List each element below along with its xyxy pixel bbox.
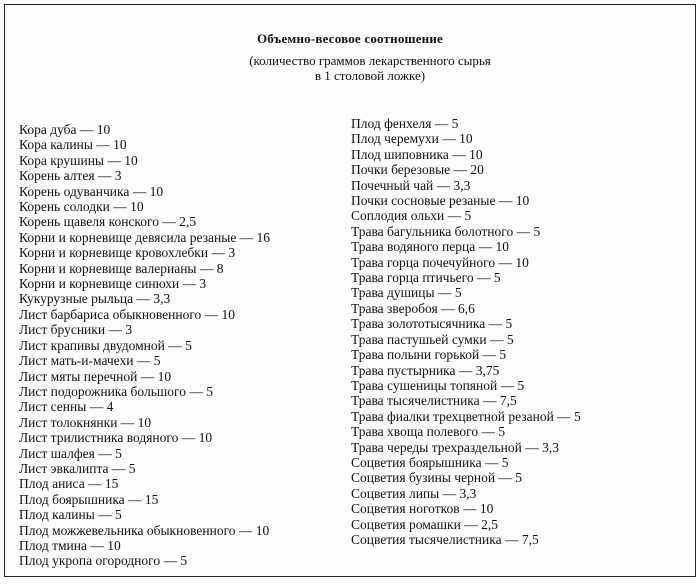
list-item: Трава фиалки трехцветной резаной — 5 xyxy=(351,408,581,424)
list-item: Соплодия ольхи — 5 xyxy=(351,208,472,224)
list-item: Трава душицы — 5 xyxy=(351,285,462,301)
list-item: Соцветия боярышника — 5 xyxy=(351,454,509,470)
list-item: Соцветия ноготков — 10 xyxy=(351,501,494,517)
list-item: Лист эвкалипта — 5 xyxy=(19,460,136,476)
list-item: Почечный чай — 3,3 xyxy=(351,177,471,193)
list-item: Кукурузные рыльца — 3,3 xyxy=(19,291,171,307)
list-item: Соцветия липы — 3,3 xyxy=(351,485,477,501)
list-item: Лист толокнянки — 10 xyxy=(19,414,152,430)
list-item: Трава горца почечуйного — 10 xyxy=(351,254,529,270)
left-column-list xyxy=(19,122,349,569)
list-item: Трава тысячелистника — 7,5 xyxy=(351,393,517,409)
list-item: Плод аниса — 15 xyxy=(19,476,119,492)
list-item: Плод калины — 5 xyxy=(19,507,122,523)
list-item: Трава полыни горькой — 5 xyxy=(351,347,507,363)
list-item: Лист брусники — 3 xyxy=(19,322,133,338)
list-item: Соцветия тысячелистника — 7,5 xyxy=(351,531,539,547)
list-item: Плод шиповника — 10 xyxy=(351,146,483,162)
list-item: Плод можжевельника обыкновенного — 10 xyxy=(19,522,270,538)
list-item: Трава череды трехраздельной — 3,3 xyxy=(351,439,559,455)
list-item: Корень щавеля конского — 2,5 xyxy=(19,214,197,230)
list-item: Соцветия бузины черной — 5 xyxy=(351,470,523,486)
list-item: Кора калины — 10 xyxy=(19,137,127,153)
list-item: Корни и корневище девясила резаные — 16 xyxy=(19,229,271,245)
list-item: Трава горца птичьего — 5 xyxy=(351,270,501,286)
list-item: Трава водяного перца — 10 xyxy=(351,239,509,255)
list-item: Почки сосновые резаные — 10 xyxy=(351,193,530,209)
subtitle-line-2: в 1 столовой ложке) xyxy=(314,68,426,83)
list-item: Трава пастушьей сумки — 5 xyxy=(351,331,514,347)
list-item: Кора крушины — 10 xyxy=(19,152,138,168)
list-item: Корни и корневище синюхи — 3 xyxy=(19,276,207,292)
list-item: Лист трилистника водяного — 10 xyxy=(19,430,213,446)
list-item: Плод укропа огородного — 5 xyxy=(19,553,188,569)
list-item: Плод тмина — 10 xyxy=(19,537,121,553)
list-item: Трава пустырника — 3,75 xyxy=(351,362,500,378)
list-item: Трава сушеницы топяной — 5 xyxy=(351,377,525,393)
list-item: Почки березовые — 20 xyxy=(351,162,484,178)
list-item: Лист сенны — 4 xyxy=(19,399,114,415)
list-item: Лист мяты перечной — 10 xyxy=(19,368,172,384)
list-item: Трава золототысячника — 5 xyxy=(351,316,513,332)
list-item: Лист шалфея — 5 xyxy=(19,445,122,461)
list-item: Корень одуванчика — 10 xyxy=(19,183,164,199)
list-item: Корень алтея — 3 xyxy=(19,168,122,184)
document-title: Объемно-весовое соотношение xyxy=(256,31,444,46)
list-item: Соцветия ромашки — 2,5 xyxy=(351,516,498,532)
list-item: Трава багульника болотного — 5 xyxy=(351,223,541,239)
list-item: Корень солодки — 10 xyxy=(19,199,144,215)
list-item: Корни и корневище кровохлебки — 3 xyxy=(19,245,236,261)
list-item: Кора дуба — 10 xyxy=(19,122,111,137)
list-item: Плод боярышника — 15 xyxy=(19,491,159,507)
list-item: Лист крапивы двудомной — 5 xyxy=(19,337,192,353)
list-item: Плод фенхеля — 5 xyxy=(351,116,459,131)
list-item: Плод черемухи — 10 xyxy=(351,131,473,147)
list-item: Трава хвоща полевого — 5 xyxy=(351,424,506,440)
list-item: Лист подорожника большого — 5 xyxy=(19,383,213,399)
list-item: Лист барбариса обыкновенного — 10 xyxy=(19,306,236,322)
document-page xyxy=(4,4,696,577)
list-item: Корни и корневище валерианы — 8 xyxy=(19,260,224,276)
list-item: Лист мать-и-мачехи — 5 xyxy=(19,353,161,369)
document-subtitle xyxy=(135,53,605,83)
list-item: Трава зверобоя — 6,6 xyxy=(351,300,475,316)
right-column-list xyxy=(351,116,691,547)
subtitle-line-1: (количество граммов лекарственного сырья xyxy=(249,53,491,68)
